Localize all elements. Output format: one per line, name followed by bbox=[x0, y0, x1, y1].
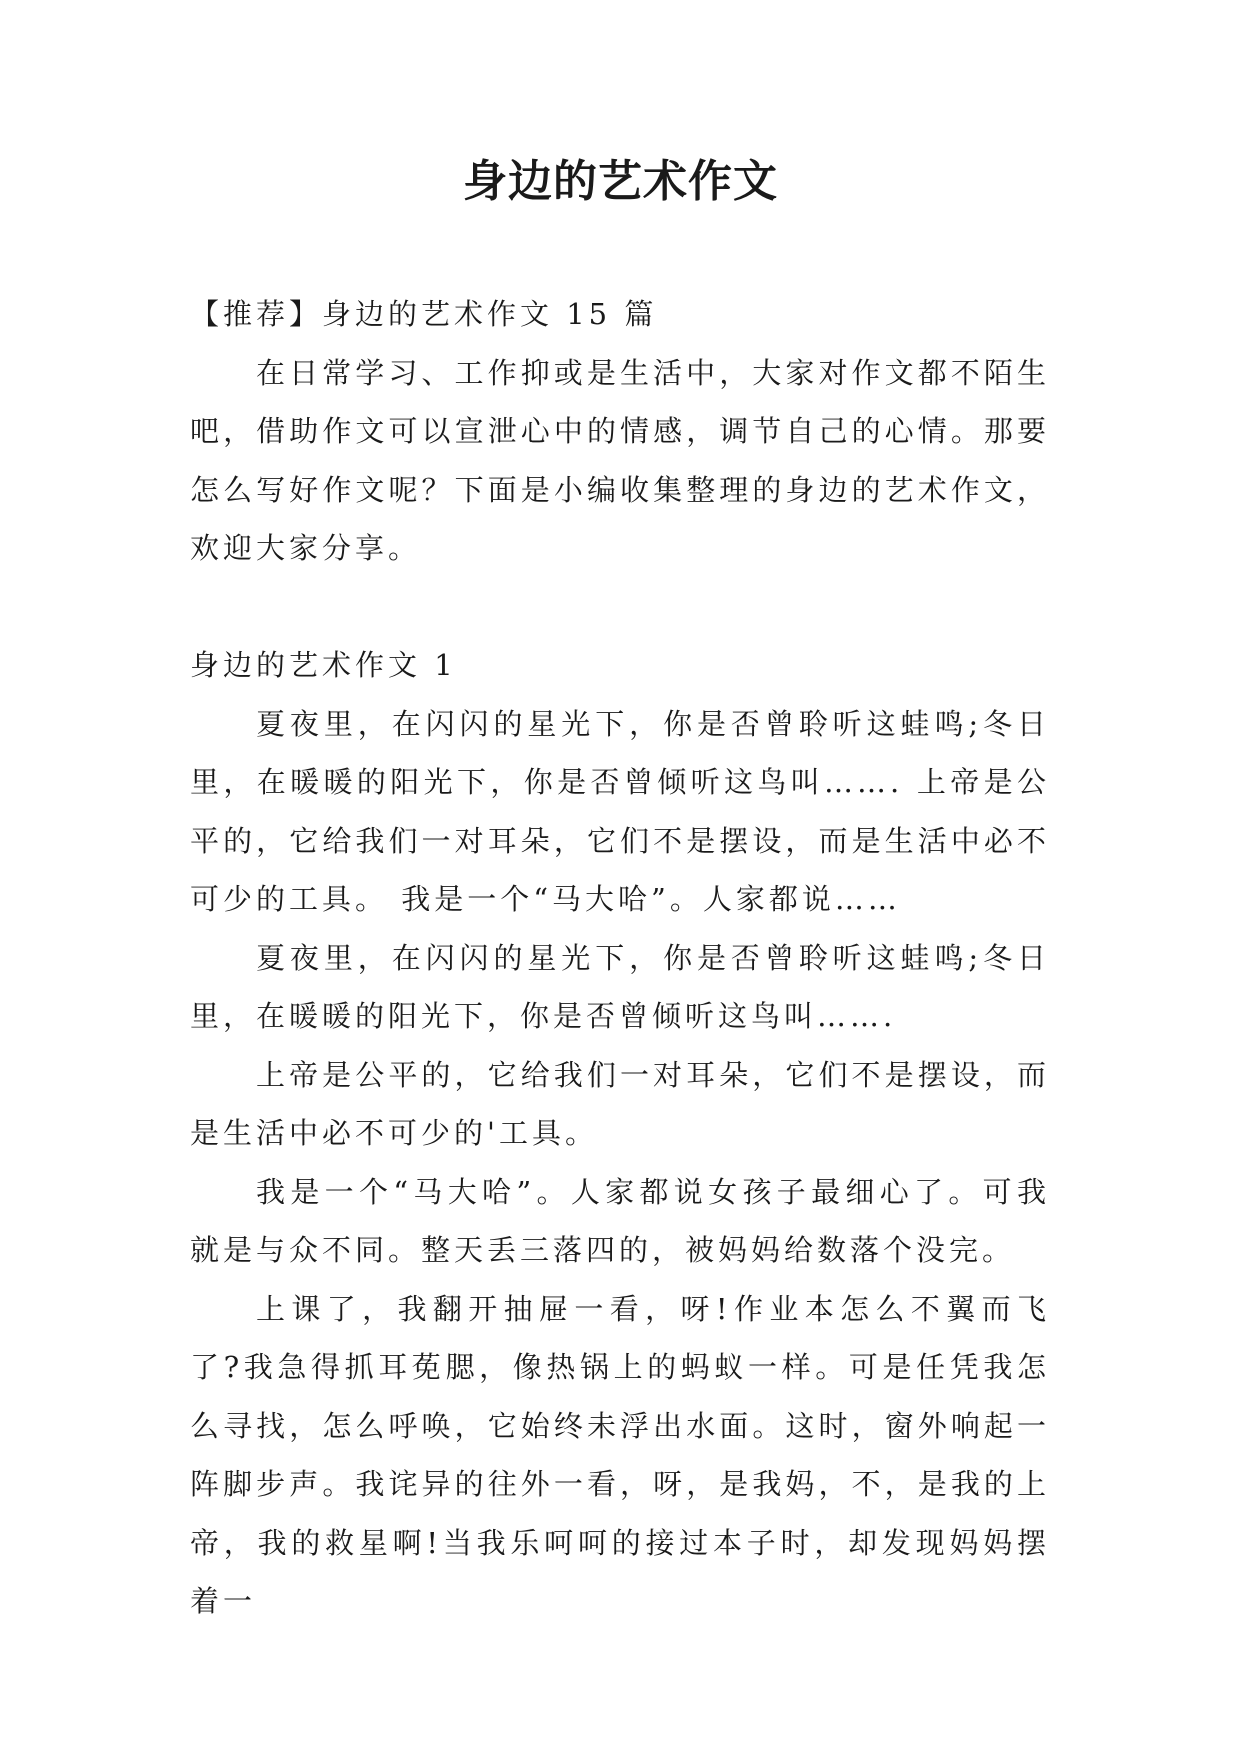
body-paragraph: 夏夜里，在闪闪的星光下，你是否曾聆听这蛙鸣;冬日里，在暖暖的阳光下，你是否曾倾听这鸟叫……. bbox=[190, 940, 1050, 1033]
document-title: 身边的艺术作文 bbox=[463, 156, 778, 207]
document-body bbox=[190, 285, 1050, 1631]
intro-paragraph: 在日常学习、工作抑或是生活中，大家对作文都不陌生吧，借助作文可以宣泄心中的情感，调节自己的心情。那要怎么写好作文呢？下面是小编收集整理的身边的艺术作文，欢迎大家分享。 bbox=[190, 355, 1050, 565]
body-paragraph: 上课了，我翻开抽屉一看，呀!作业本怎么不翼而飞了?我急得抓耳莬腮，像热锅上的蚂蚁一样。可是任凭我怎么寻找，怎么呼唤，它始终未浮出水面。这时，窗外响起一阵脚步声。我诧异的往外一看，呀，是我妈，不，是我的上帝，我的救星啊!当我乐呵呵的接过本子时，却发现妈妈摆着一 bbox=[190, 1291, 1050, 1618]
body-paragraph: 夏夜里，在闪闪的星光下，你是否曾聆听这蛙鸣;冬日里，在暖暖的阳光下，你是否曾倾听这鸟叫……. 上帝是公平的，它给我们一对耳朵，它们不是摆设，而是生活中必不可少的工具。 我是一个“马大哈”。人家都说…… bbox=[190, 706, 1050, 916]
document-subtitle: 【推荐】身边的艺术作文 15 篇 bbox=[190, 297, 658, 331]
section-heading: 身边的艺术作文 1 bbox=[190, 648, 457, 682]
section-spacer bbox=[190, 578, 1050, 637]
body-paragraph: 我是一个“马大哈”。人家都说女孩子最细心了。可我就是与众不同。整天丢三落四的，被妈妈给数落个没完。 bbox=[190, 1174, 1050, 1267]
body-paragraph: 上帝是公平的，它给我们一对耳朵，它们不是摆设，而是生活中必不可少的'工具。 bbox=[190, 1057, 1050, 1150]
